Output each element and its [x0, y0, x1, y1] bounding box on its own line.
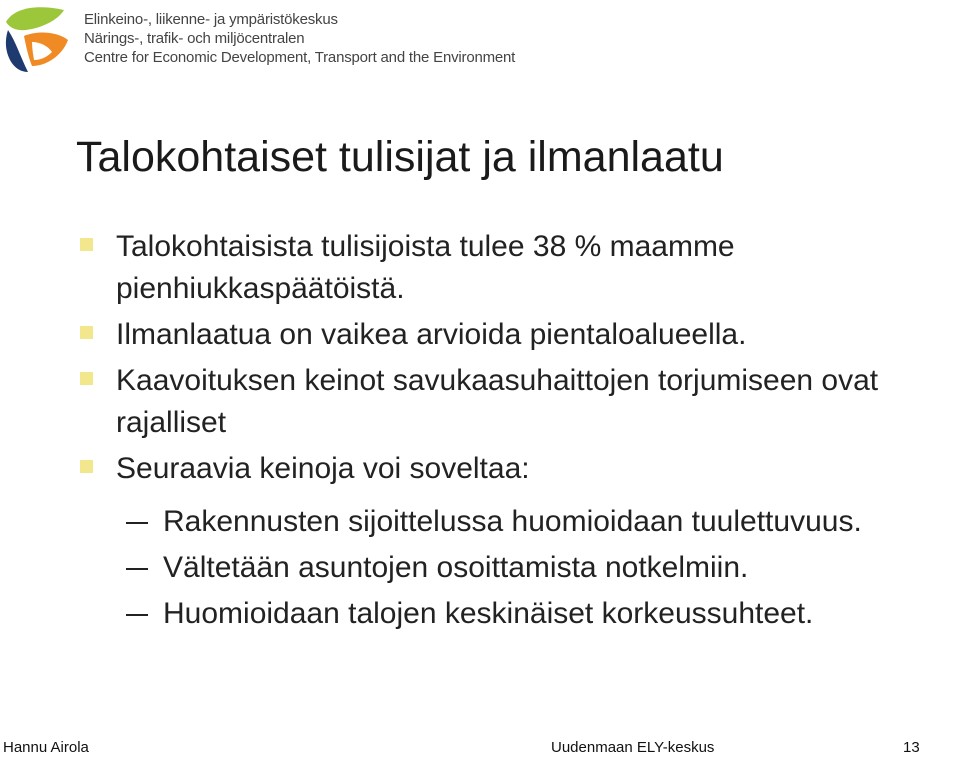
- sub-bullet-text: Vältetään asuntojen osoittamista notkelmiin.: [163, 551, 749, 584]
- sub-bullet-text: Huomioidaan talojen keskinäiset korkeussuhteet.: [163, 597, 814, 630]
- org-name-english: Centre for Economic Development, Transport and the Environment: [84, 49, 516, 66]
- organization-name: [84, 10, 515, 67]
- bullet-text: Ilmanlaatua on vaikea arvioida pientaloalueella.: [116, 318, 747, 351]
- slide-footer: [0, 738, 960, 757]
- sub-bullet-item: [0, 591, 960, 637]
- sub-bullet-item: [0, 545, 960, 591]
- slide-title: Talokohtaiset tulisijat ja ilmanlaatu: [76, 133, 724, 181]
- dash-marker-icon: [126, 522, 148, 524]
- bullet-text: Talokohtaisista tulisijoista tulee 38 % maamme pienhiukkaspäätöistä.: [116, 230, 735, 305]
- bullet-marker-icon: [80, 238, 93, 251]
- org-name-swedish: Närings-, trafik- och miljöcentralen: [84, 30, 305, 47]
- bullet-text: Seuraavia keinoja voi soveltaa:: [116, 452, 530, 485]
- slide-header: [0, 0, 960, 80]
- bullet-text: Kaavoituksen keinot savukaasuhaittojen torjumiseen ovat rajalliset: [116, 364, 879, 439]
- bullet-item: [0, 448, 960, 490]
- bullet-item: [0, 226, 960, 310]
- bullet-list: [0, 226, 960, 490]
- org-name-finnish: Elinkeino-, liikenne- ja ympäristökeskus: [84, 11, 338, 28]
- sub-bullet-text: Rakennusten sijoittelussa huomioidaan tuulettuvuus.: [163, 505, 862, 538]
- bullet-item: [0, 314, 960, 356]
- page-number: 13: [903, 739, 920, 756]
- bullet-marker-icon: [80, 326, 93, 339]
- dash-marker-icon: [126, 614, 148, 616]
- ely-logo-icon: [2, 2, 74, 74]
- bullet-item: [0, 360, 960, 444]
- sub-bullet-list: [0, 499, 960, 637]
- dash-marker-icon: [126, 568, 148, 570]
- footer-author: Hannu Airola: [3, 739, 89, 756]
- bullet-marker-icon: [80, 372, 93, 385]
- sub-bullet-item: [0, 499, 960, 545]
- footer-organization: Uudenmaan ELY-keskus: [551, 739, 715, 756]
- bullet-marker-icon: [80, 460, 93, 473]
